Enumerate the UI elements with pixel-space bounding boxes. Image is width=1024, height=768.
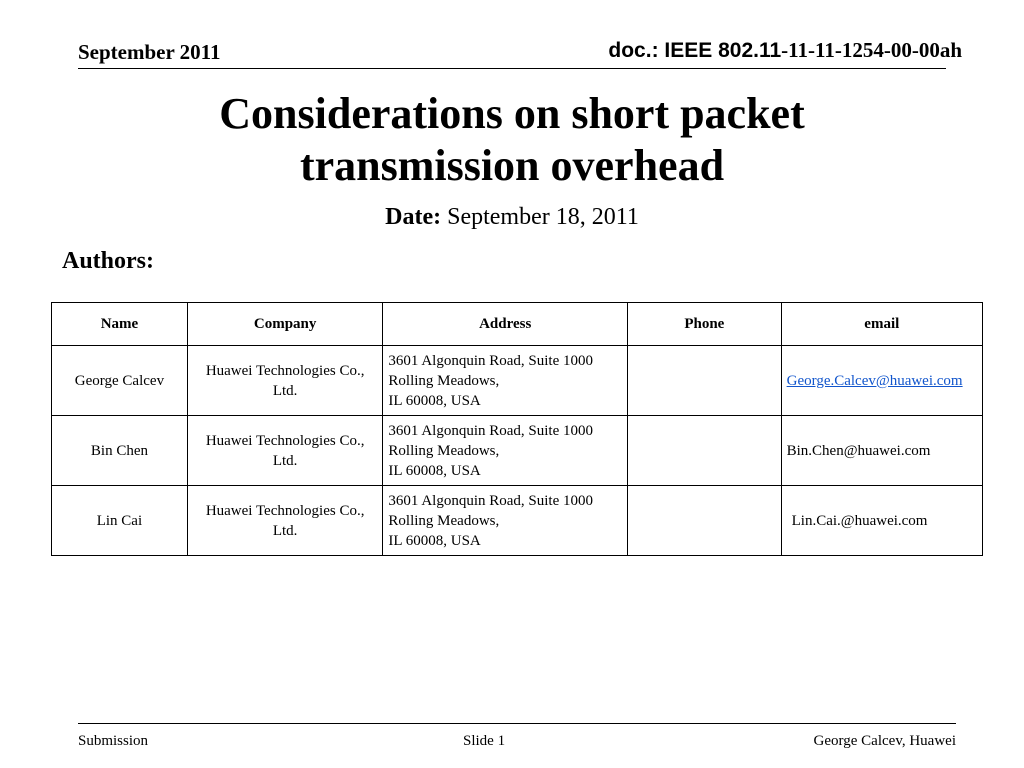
author-name: Bin Chen [52, 416, 188, 486]
slide-title-line1: Considerations on short packet [219, 89, 805, 138]
author-phone [628, 416, 782, 486]
author-email: Lin.Cai.@huawei.com [781, 486, 982, 556]
footer-slide-number: Slide 1 [463, 733, 506, 749]
column-header-email: email [781, 303, 982, 346]
address-line: 3601 Algonquin Road, Suite 1000 [388, 352, 593, 369]
table-row [52, 486, 983, 556]
header-divider [78, 68, 946, 69]
address-line: Rolling Meadows, [388, 372, 500, 389]
author-email [781, 346, 982, 416]
author-address [383, 346, 628, 416]
doc-id-suffix: -11-11-1254-00-00ah [781, 38, 962, 62]
column-header-company: Company [187, 303, 383, 346]
date-value: September 18, 2011 [447, 204, 639, 230]
author-name: George Calcev [52, 346, 188, 416]
author-phone [628, 346, 782, 416]
address-line: 3601 Algonquin Road, Suite 1000 [388, 492, 593, 509]
authors-heading: Authors: [62, 248, 155, 274]
address-line: Rolling Meadows, [388, 442, 500, 459]
footer-divider [78, 723, 956, 724]
column-header-phone: Phone [628, 303, 782, 346]
email-link[interactable]: George.Calcev@huawei.com [786, 372, 963, 389]
slide-title [0, 88, 1024, 192]
date-label: Date: [385, 204, 442, 230]
author-address [383, 486, 628, 556]
author-address [383, 416, 628, 486]
address-line: IL 60008, USA [388, 392, 481, 409]
address-line: IL 60008, USA [388, 462, 481, 479]
table-row [52, 346, 983, 416]
author-phone [628, 486, 782, 556]
author-company: Huawei Technologies Co., Ltd. [187, 486, 383, 556]
table-header-row [52, 303, 983, 346]
address-line: 3601 Algonquin Road, Suite 1000 [388, 422, 593, 439]
author-company: Huawei Technologies Co., Ltd. [187, 346, 383, 416]
address-line: IL 60008, USA [388, 532, 481, 549]
author-email: Bin.Chen@huawei.com [781, 416, 982, 486]
table-row [52, 416, 983, 486]
column-header-address: Address [383, 303, 628, 346]
address-line: Rolling Meadows, [388, 512, 500, 529]
date-line [0, 204, 1024, 231]
slide-title-line2: transmission overhead [299, 141, 725, 190]
column-header-name: Name [52, 303, 188, 346]
authors-table [51, 302, 983, 556]
author-name: Lin Cai [52, 486, 188, 556]
doc-id-prefix: doc.: IEEE 802.11 [608, 39, 782, 62]
footer-author: George Calcev, Huawei [813, 733, 956, 749]
footer-submission: Submission [78, 733, 149, 749]
author-company: Huawei Technologies Co., Ltd. [187, 416, 383, 486]
header-doc-id [608, 38, 962, 63]
header-date: September 2011 [78, 40, 221, 64]
